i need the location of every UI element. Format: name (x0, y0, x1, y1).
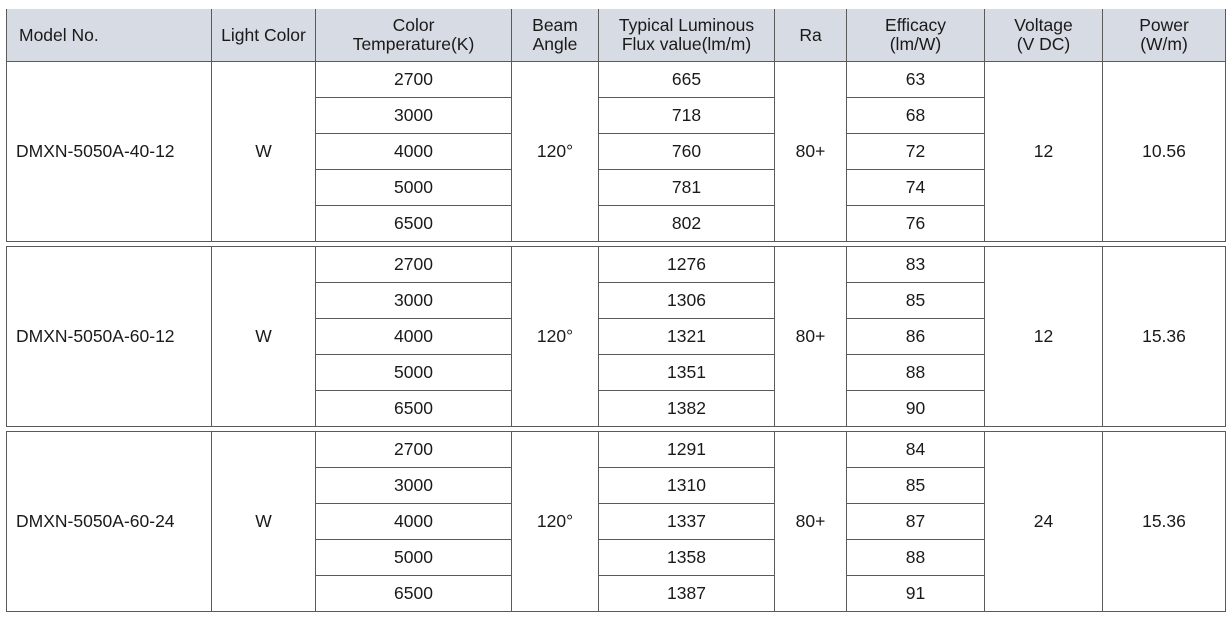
header-ra: Ra (775, 9, 847, 62)
luminous-flux-cell: 781 (599, 170, 775, 206)
header-beam-angle-line2: Angle (532, 34, 578, 54)
power-cell: 15.36 (1103, 432, 1226, 612)
efficacy-cell: 85 (847, 283, 985, 319)
voltage-cell: 12 (985, 62, 1103, 242)
header-luminous-flux-line1: Typical Luminous (618, 15, 755, 35)
efficacy-cell: 90 (847, 391, 985, 427)
efficacy-cell: 72 (847, 134, 985, 170)
luminous-flux-cell: 1310 (599, 468, 775, 504)
header-model: Model No. (7, 9, 212, 62)
header-beam-angle-line1: Beam (532, 15, 578, 35)
efficacy-cell: 88 (847, 540, 985, 576)
efficacy-cell: 87 (847, 504, 985, 540)
table-header (7, 9, 1226, 62)
beam-angle-cell: 120° (512, 62, 599, 242)
color-temperature-cell: 2700 (316, 247, 512, 283)
efficacy-cell: 63 (847, 62, 985, 98)
luminous-flux-cell: 665 (599, 62, 775, 98)
light-color-cell: W (212, 247, 316, 427)
power-cell: 15.36 (1103, 247, 1226, 427)
model-number-cell: DMXN-5050A-60-24 (7, 432, 212, 612)
luminous-flux-cell: 1358 (599, 540, 775, 576)
voltage-cell: 24 (985, 432, 1103, 612)
luminous-flux-cell: 1387 (599, 576, 775, 612)
header-color-temperature-line1: Color (392, 15, 435, 35)
luminous-flux-cell: 760 (599, 134, 775, 170)
ra-cell: 80+ (775, 432, 847, 612)
efficacy-cell: 74 (847, 170, 985, 206)
header-color-temperature (316, 9, 512, 62)
color-temperature-cell: 3000 (316, 468, 512, 504)
beam-angle-cell: 120° (512, 247, 599, 427)
efficacy-cell: 88 (847, 355, 985, 391)
efficacy-cell: 76 (847, 206, 985, 242)
header-row (7, 9, 1226, 62)
color-temperature-cell: 3000 (316, 98, 512, 134)
efficacy-cell: 83 (847, 247, 985, 283)
table-row (7, 62, 1226, 98)
table-row (7, 247, 1226, 283)
product-group (7, 432, 1226, 612)
header-efficacy-line2: (lm/W) (889, 34, 942, 54)
color-temperature-cell: 2700 (316, 432, 512, 468)
color-temperature-cell: 5000 (316, 355, 512, 391)
color-temperature-cell: 4000 (316, 134, 512, 170)
beam-angle-cell: 120° (512, 432, 599, 612)
luminous-flux-cell: 718 (599, 98, 775, 134)
color-temperature-cell: 3000 (316, 283, 512, 319)
color-temperature-cell: 5000 (316, 170, 512, 206)
ra-cell: 80+ (775, 62, 847, 242)
color-temperature-cell: 6500 (316, 206, 512, 242)
header-light-color: Light Color (212, 9, 316, 62)
color-temperature-cell: 5000 (316, 540, 512, 576)
table-row (7, 432, 1226, 468)
color-temperature-cell: 6500 (316, 391, 512, 427)
luminous-flux-cell: 1291 (599, 432, 775, 468)
color-temperature-cell: 4000 (316, 504, 512, 540)
luminous-flux-cell: 1276 (599, 247, 775, 283)
efficacy-cell: 86 (847, 319, 985, 355)
efficacy-cell: 85 (847, 468, 985, 504)
color-temperature-cell: 6500 (316, 576, 512, 612)
header-efficacy-line1: Efficacy (885, 15, 946, 35)
model-number-cell: DMXN-5050A-60-12 (7, 247, 212, 427)
luminous-flux-cell: 1337 (599, 504, 775, 540)
power-cell: 10.56 (1103, 62, 1226, 242)
product-group (7, 62, 1226, 242)
luminous-flux-cell: 802 (599, 206, 775, 242)
voltage-cell: 12 (985, 247, 1103, 427)
header-luminous-flux (599, 9, 775, 62)
header-voltage (985, 9, 1103, 62)
luminous-flux-cell: 1321 (599, 319, 775, 355)
efficacy-cell: 68 (847, 98, 985, 134)
efficacy-cell: 84 (847, 432, 985, 468)
header-luminous-flux-line2: Flux value(lm/m) (621, 34, 752, 54)
model-number-cell: DMXN-5050A-40-12 (7, 62, 212, 242)
header-efficacy (847, 9, 985, 62)
header-beam-angle (512, 9, 599, 62)
product-group (7, 247, 1226, 427)
luminous-flux-cell: 1306 (599, 283, 775, 319)
light-color-cell: W (212, 432, 316, 612)
header-voltage-line1: Voltage (1014, 15, 1073, 35)
header-power-line1: Power (1139, 15, 1189, 35)
header-voltage-line2: (V DC) (1016, 34, 1071, 54)
luminous-flux-cell: 1351 (599, 355, 775, 391)
color-temperature-cell: 4000 (316, 319, 512, 355)
light-color-cell: W (212, 62, 316, 242)
header-color-temperature-line2: Temperature(K) (352, 34, 475, 54)
header-power-line2: (W/m) (1140, 34, 1188, 54)
spec-table (6, 9, 1226, 612)
ra-cell: 80+ (775, 247, 847, 427)
color-temperature-cell: 2700 (316, 62, 512, 98)
efficacy-cell: 91 (847, 576, 985, 612)
header-power (1103, 9, 1226, 62)
luminous-flux-cell: 1382 (599, 391, 775, 427)
